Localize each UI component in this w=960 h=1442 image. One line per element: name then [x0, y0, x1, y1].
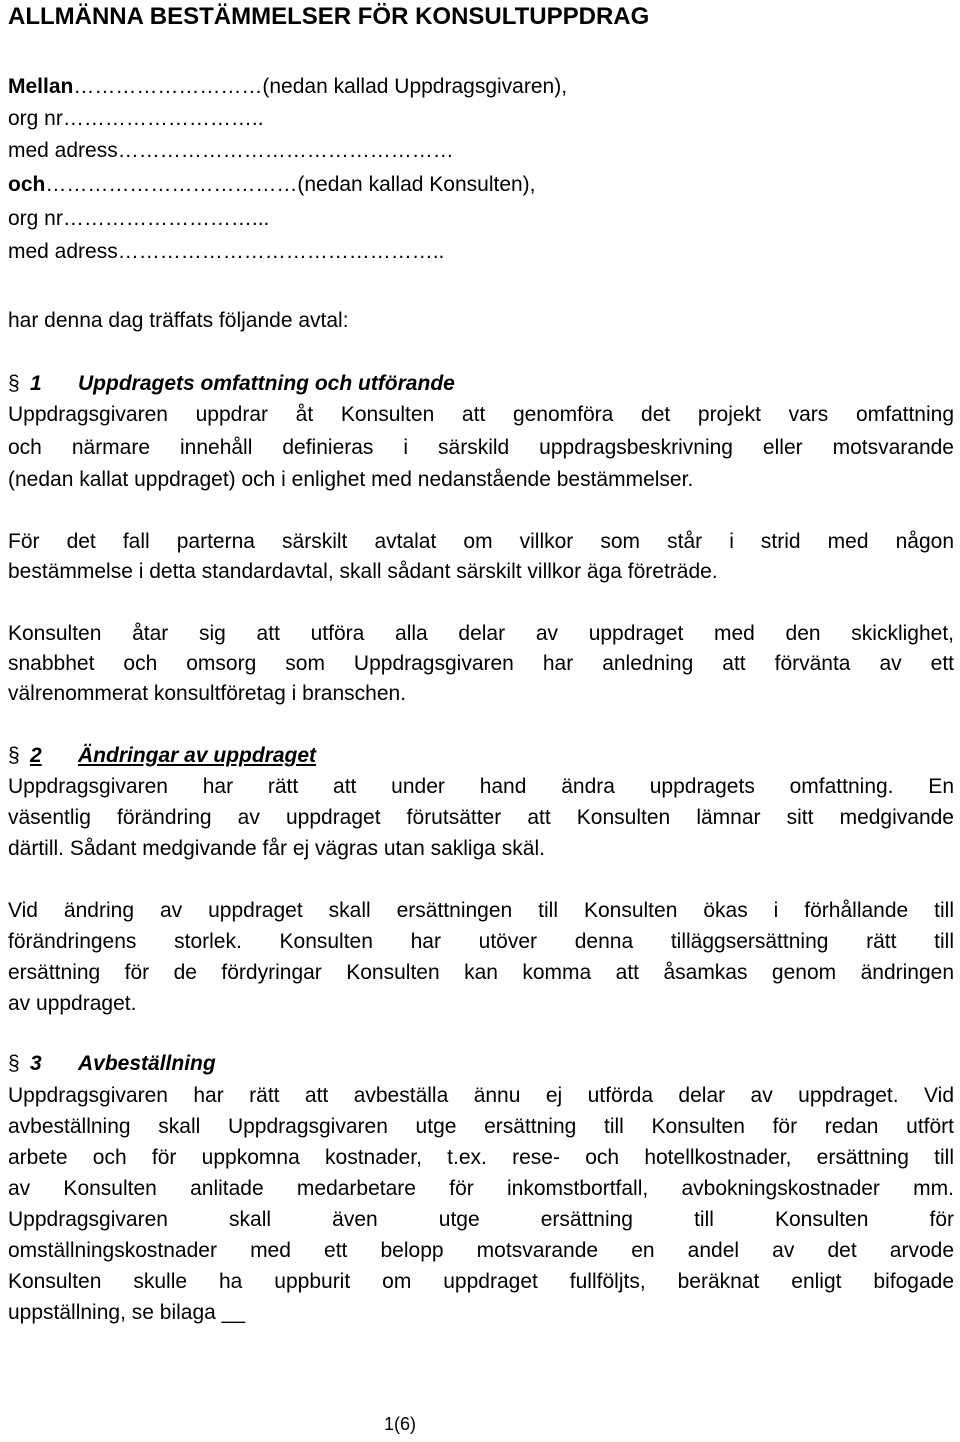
section-title: Avbeställning	[78, 1052, 216, 1075]
section-3-heading	[8, 1049, 954, 1079]
och-dots: ………………………………	[45, 173, 298, 196]
section-2-line: ersättning för de fördyringar Konsulten kan komma att åsamkas genom ändringen	[8, 961, 954, 984]
section-1-line: snabbhet och omsorg som Uppdragsgivaren har anledning att förvänta av ett	[8, 652, 954, 675]
section-3-line: Konsulten skulle ha uppburit om uppdraget fullföljts, beräknat enligt bifogade	[8, 1270, 954, 1293]
section-2-line: förändringens storlek. Konsulten har utöver denna tilläggsersättning rätt till	[8, 930, 954, 953]
section-title: Ändringar av uppdraget	[78, 744, 317, 767]
section-1-line: bestämmelse i detta standardavtal, skall sådant särskilt villkor äga företräde.	[8, 560, 718, 583]
section-1-line: För det fall parterna särskilt avtalat om villkor som står i strid med någon	[8, 530, 954, 553]
section-1-line: (nedan kallat uppdraget) och i enlighet med nedanstående bestämmelser.	[8, 468, 694, 491]
section-2-line: därtill. Sådant medgivande får ej vägras utan sakliga skäl.	[8, 837, 545, 860]
section-symbol: §	[8, 1052, 20, 1075]
section-2-line: av uppdraget.	[8, 992, 137, 1015]
party-adress-1: med adress…………………………………………	[8, 139, 454, 162]
party-orgnr-1: org nr………………………..	[8, 107, 264, 130]
section-3-line: omställningskostnader med ett belopp motsvarande en andel av det arvode	[8, 1239, 954, 1262]
party-line-och	[8, 170, 954, 200]
section-2-heading	[8, 741, 954, 771]
section-2-line: Vid ändring av uppdraget skall ersättningen till Konsulten ökas i förhållande till	[8, 899, 954, 922]
document-title: ALLMÄNNA BESTÄMMELSER FÖR KONSULTUPPDRAG	[8, 3, 650, 30]
agreement-intro: har denna dag träffats följande avtal:	[8, 309, 349, 332]
section-1-line: Konsulten åtar sig att utföra alla delar av uppdraget med den skicklighet,	[8, 622, 954, 645]
section-3-line: arbete och för uppkomna kostnader, t.ex. rese- och hotellkostnader, ersättning till	[8, 1146, 954, 1169]
section-3-line: Uppdragsgivaren skall även utge ersättning till Konsulten för	[8, 1208, 954, 1231]
section-1-line: Uppdragsgivaren uppdrar åt Konsulten att genomföra det projekt vars omfattning	[8, 403, 954, 426]
section-number: 1	[30, 372, 42, 395]
section-1-line: och närmare innehåll definieras i särskild uppdragsbeskrivning eller motsvarande	[8, 436, 954, 459]
section-2-line: Uppdragsgivaren har rätt att under hand ändra uppdragets omfattning. En	[8, 775, 954, 798]
section-3-line: av Konsulten anlitade medarbetare för inkomstbortfall, avbokningskostnader mm.	[8, 1177, 954, 1200]
section-symbol: §	[8, 372, 20, 395]
section-2-line: väsentlig förändring av uppdraget förutsätter att Konsulten lämnar sitt medgivande	[8, 806, 954, 829]
mellan-dots: ………………………	[73, 75, 263, 98]
section-title: Uppdragets omfattning och utförande	[78, 372, 455, 395]
section-1-line: välrenommerat konsultföretag i branschen.	[8, 682, 407, 705]
page-number: 1(6)	[383, 1414, 416, 1434]
party-adress-2: med adress………………………………………..	[8, 240, 445, 263]
section-3-line: Uppdragsgivaren har rätt att avbeställa ännu ej utförda delar av uppdraget. Vid	[8, 1084, 954, 1107]
section-symbol: §	[8, 744, 20, 767]
party-orgnr-2: org nr………………………...	[8, 207, 270, 230]
mellan-label: Mellan	[8, 75, 74, 98]
mellan-suffix: (nedan kallad Uppdragsgivaren),	[262, 75, 568, 98]
section-number: 3	[30, 1052, 42, 1075]
section-1-heading	[8, 369, 954, 399]
section-number: 2	[30, 744, 42, 767]
party-line-mellan	[8, 72, 954, 102]
section-3-line: uppställning, se bilaga __	[8, 1301, 246, 1324]
och-suffix: (nedan kallad Konsulten),	[297, 173, 536, 196]
section-3-line: avbeställning skall Uppdragsgivaren utge ersättning till Konsulten för redan utfört	[8, 1115, 954, 1138]
och-label: och	[8, 173, 46, 196]
